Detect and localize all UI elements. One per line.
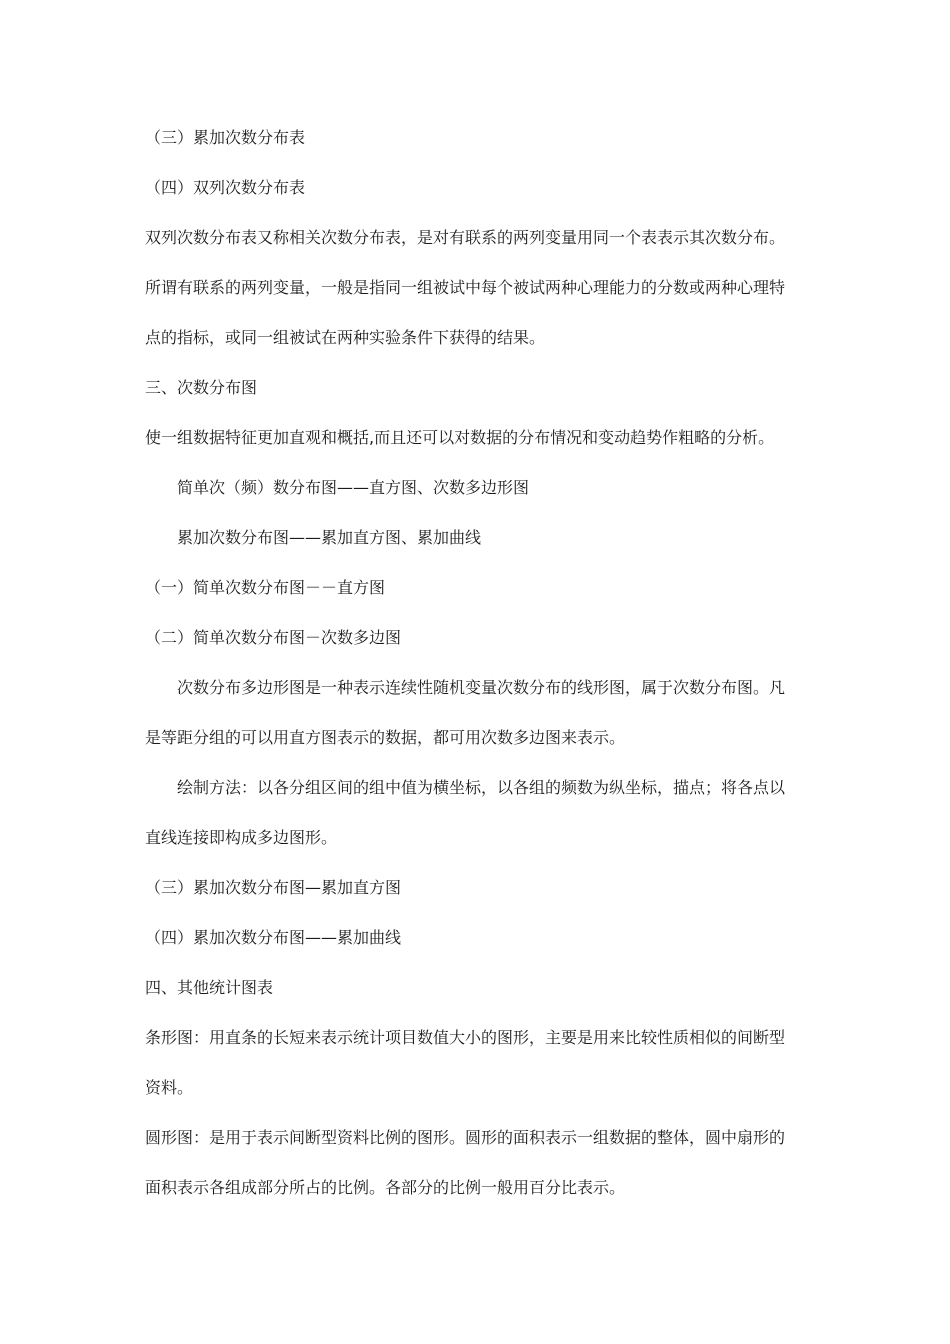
paragraph-line: 次数分布多边形图是一种表示连续性随机变量次数分布的线形图，属于次数分布图。凡 bbox=[177, 678, 786, 697]
indented-item: 累加次数分布图——累加直方图、累加曲线 bbox=[177, 528, 482, 547]
paragraph-line: 使一组数据特征更加直观和概括,而且还可以对数据的分布情况和变动趋势作粗略的分析。 bbox=[145, 428, 775, 447]
paragraph-line: 圆形图：是用于表示间断型资料比例的图形。圆形的面积表示一组数据的整体，圆中扇形的 bbox=[145, 1128, 786, 1147]
paragraph-line: 是等距分组的可以用直方图表示的数据，都可用次数多边图来表示。 bbox=[145, 728, 626, 747]
paragraph-line: 条形图：用直条的长短来表示统计项目数值大小的图形，主要是用来比较性质相似的间断型 bbox=[145, 1028, 786, 1047]
subheading-cumulative-curve: （四）累加次数分布图——累加曲线 bbox=[145, 928, 402, 947]
paragraph-line: 资料。 bbox=[145, 1078, 194, 1097]
subheading-bivariate-table: （四）双列次数分布表 bbox=[145, 178, 306, 197]
subheading-cumulative-histogram: （三）累加次数分布图—累加直方图 bbox=[145, 878, 402, 897]
paragraph-line: 点的指标，或同一组被试在两种实验条件下获得的结果。 bbox=[145, 328, 546, 347]
section-heading-distribution-graph: 三、次数分布图 bbox=[145, 378, 258, 397]
paragraph-line: 直线连接即构成多边图形。 bbox=[145, 828, 338, 847]
paragraph-line: 双列次数分布表又称相关次数分布表，是对有联系的两列变量用同一个表表示其次数分布。 bbox=[145, 228, 786, 247]
section-heading-other-charts: 四、其他统计图表 bbox=[145, 978, 274, 997]
indented-item: 简单次（频）数分布图——直方图、次数多边形图 bbox=[177, 478, 530, 497]
paragraph-line: 绘制方法：以各分组区间的组中值为横坐标，以各组的频数为纵坐标，描点；将各点以 bbox=[177, 778, 786, 797]
subheading-polygon: （二）简单次数分布图－次数多边图 bbox=[145, 628, 402, 647]
paragraph-line: 所谓有联系的两列变量，一般是指同一组被试中每个被试两种心理能力的分数或两种心理特 bbox=[145, 278, 786, 297]
subheading-cumulative-table: （三）累加次数分布表 bbox=[145, 128, 306, 147]
subheading-histogram: （一）简单次数分布图－－直方图 bbox=[145, 578, 386, 597]
paragraph-line: 面积表示各组成部分所占的比例。各部分的比例一般用百分比表示。 bbox=[145, 1178, 626, 1197]
